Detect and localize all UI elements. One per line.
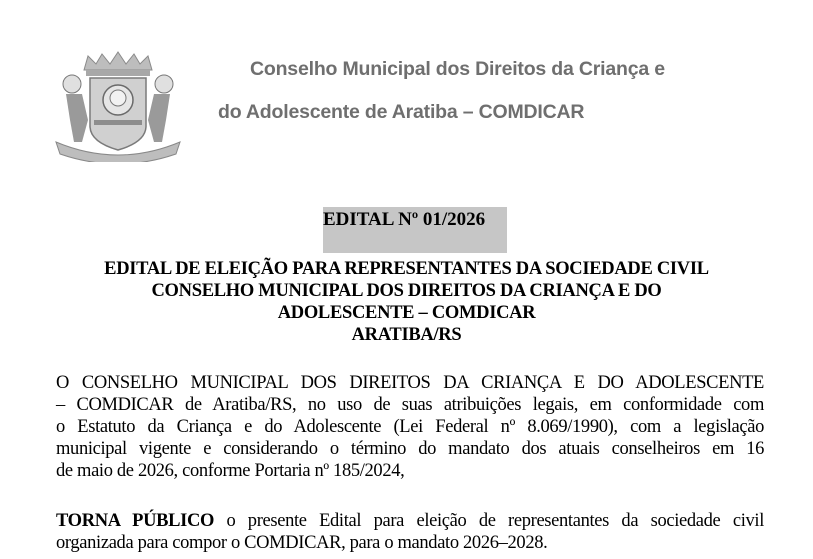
paragraph-line: – COMDICAR de Aratiba/RS, no uso de suas atribuições legais, em conformidade com (56, 395, 764, 415)
letterhead-line-1: Conselho Municipal dos Direitos da Criança e (250, 58, 665, 80)
coat-of-arms-icon (52, 50, 184, 162)
subtitle-line: CONSELHO MUNICIPAL DOS DIREITOS DA CRIANÇA E DO (151, 281, 662, 301)
paragraph-line: O CONSELHO MUNICIPAL DOS DIREITOS DA CRIANÇA E DO ADOLESCENTE (56, 373, 764, 393)
document-subtitle (0, 258, 813, 346)
subtitle-line: ARATIBA/RS (351, 325, 462, 345)
paragraph-line (56, 510, 764, 532)
paragraph-line: o Estatuto da Criança e do Adolescente (Lei Federal nº 8.069/1990), com a legislação (56, 417, 764, 437)
paragraph-text: o presente Edital para eleição de representantes da sociedade civil (214, 511, 764, 531)
preamble-paragraph (56, 372, 764, 482)
subtitle-line: ADOLESCENTE – COMDICAR (277, 303, 536, 323)
torna-publico-lead: TORNA PÚBLICO (56, 511, 214, 531)
paragraph-line: organizada para compor o COMDICAR, para o mandato 2026–2028. (56, 533, 548, 553)
edital-number: EDITAL Nº 01/2026 (323, 209, 486, 230)
paragraph-line: de maio de 2026, conforme Portaria nº 185/2024, (56, 461, 405, 481)
announcement-paragraph (56, 510, 764, 554)
paragraph-line: municipal vigente e considerando o término do mandato dos atuais conselheiros em 16 (56, 439, 764, 459)
subtitle-line: EDITAL DE ELEIÇÃO PARA REPRESENTANTES DA SOCIEDADE CIVIL (104, 259, 709, 279)
letterhead-line-2: do Adolescente de Aratiba – COMDICAR (218, 101, 585, 123)
